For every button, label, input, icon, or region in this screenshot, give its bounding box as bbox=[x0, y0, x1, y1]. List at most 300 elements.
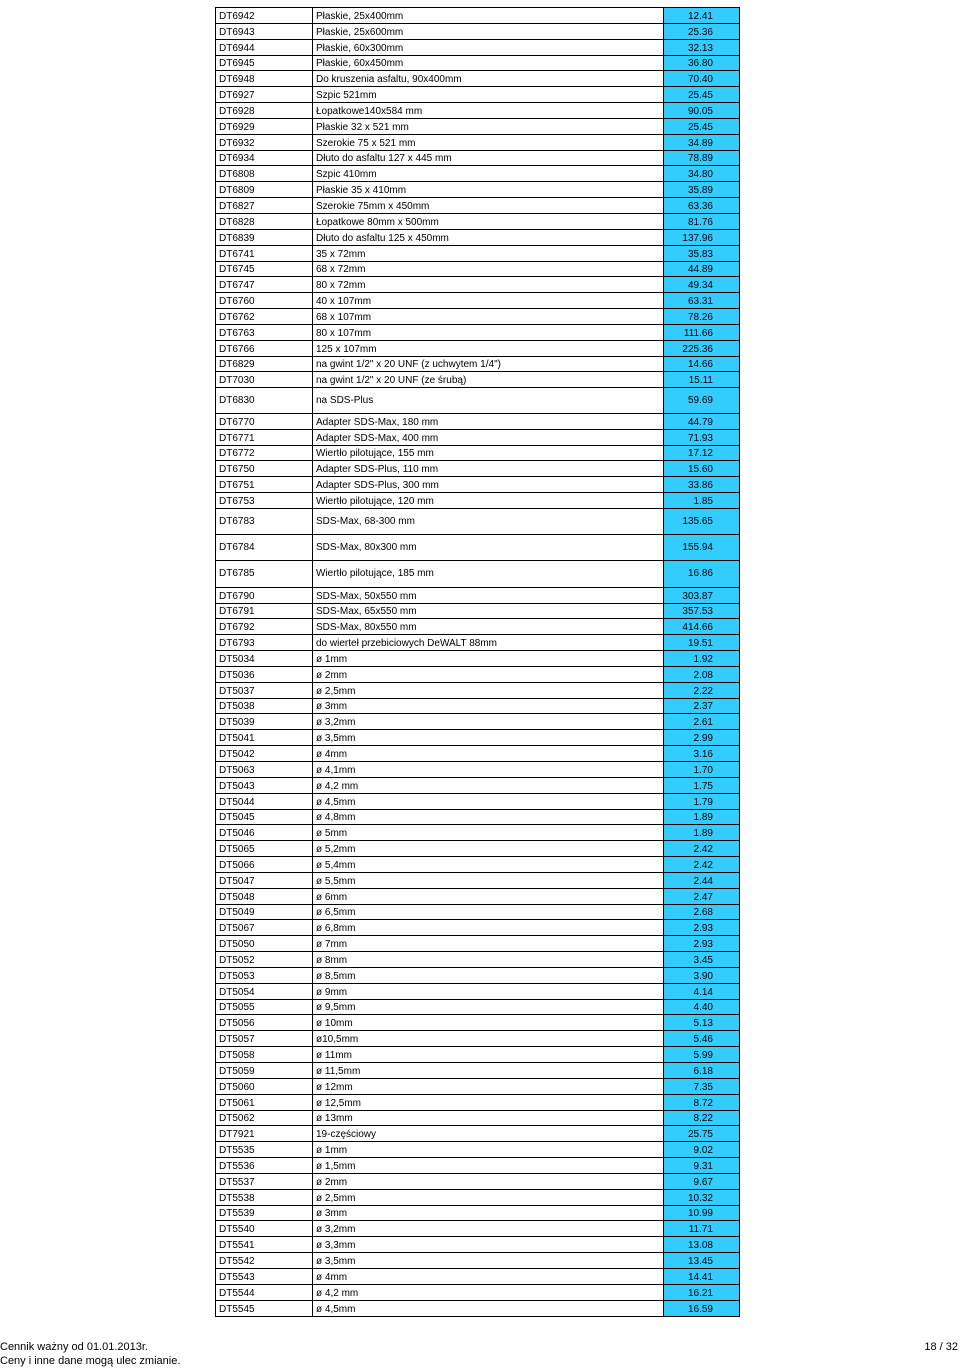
product-code-cell: DT5039 bbox=[216, 714, 313, 730]
description-cell: 40 x 107mm bbox=[313, 293, 664, 309]
product-code-cell: DT5541 bbox=[216, 1237, 313, 1253]
product-code-cell: DT6929 bbox=[216, 118, 313, 134]
description-cell: ø 1,5mm bbox=[313, 1158, 664, 1174]
description-cell: ø 9,5mm bbox=[313, 999, 664, 1015]
table-row bbox=[216, 936, 740, 952]
product-code-cell: DT5042 bbox=[216, 746, 313, 762]
price-cell: 2.37 bbox=[664, 698, 740, 714]
description-cell: ø 4mm bbox=[313, 1268, 664, 1284]
table-row bbox=[216, 150, 740, 166]
description-cell: ø 8mm bbox=[313, 952, 664, 968]
description-cell: Łopatkowe 80mm x 500mm bbox=[313, 213, 664, 229]
product-code-cell: DT6747 bbox=[216, 277, 313, 293]
table-row bbox=[216, 277, 740, 293]
description-cell: ø 2mm bbox=[313, 1173, 664, 1189]
price-cell: 16.59 bbox=[664, 1300, 740, 1316]
table-row bbox=[216, 1173, 740, 1189]
price-cell: 14.41 bbox=[664, 1268, 740, 1284]
table-row bbox=[216, 413, 740, 429]
product-code-cell: DT6827 bbox=[216, 198, 313, 214]
product-code-cell: DT5060 bbox=[216, 1078, 313, 1094]
price-cell: 63.36 bbox=[664, 198, 740, 214]
price-cell: 111.66 bbox=[664, 324, 740, 340]
table-row bbox=[216, 429, 740, 445]
description-cell: SDS-Max, 80x550 mm bbox=[313, 619, 664, 635]
price-cell: 13.08 bbox=[664, 1237, 740, 1253]
description-cell: Dłuto do asfaltu 125 x 450mm bbox=[313, 229, 664, 245]
table-row bbox=[216, 983, 740, 999]
price-cell: 19.51 bbox=[664, 635, 740, 651]
description-cell: ø 4,2 mm bbox=[313, 1284, 664, 1300]
table-row bbox=[216, 388, 740, 414]
description-cell: ø 3,3mm bbox=[313, 1237, 664, 1253]
price-cell: 10.99 bbox=[664, 1205, 740, 1221]
description-cell: ø10,5mm bbox=[313, 1031, 664, 1047]
price-cell: 78.26 bbox=[664, 309, 740, 325]
table-row bbox=[216, 952, 740, 968]
product-code-cell: DT5041 bbox=[216, 730, 313, 746]
table-row bbox=[216, 534, 740, 561]
description-cell: 125 x 107mm bbox=[313, 340, 664, 356]
description-cell: Łopatkowe140x584 mm bbox=[313, 103, 664, 119]
price-cell: 414.66 bbox=[664, 619, 740, 635]
product-code-cell: DT5057 bbox=[216, 1031, 313, 1047]
description-cell: ø 1mm bbox=[313, 651, 664, 667]
product-code-cell: DT5055 bbox=[216, 999, 313, 1015]
description-cell: ø 4,5mm bbox=[313, 793, 664, 809]
price-cell: 49.34 bbox=[664, 277, 740, 293]
description-cell: Szerokie 75mm x 450mm bbox=[313, 198, 664, 214]
description-cell: Szpic 410mm bbox=[313, 166, 664, 182]
price-cell: 15.60 bbox=[664, 461, 740, 477]
table-row bbox=[216, 8, 740, 24]
table-row bbox=[216, 1284, 740, 1300]
table-row bbox=[216, 1300, 740, 1316]
table-row bbox=[216, 1158, 740, 1174]
price-cell: 155.94 bbox=[664, 534, 740, 561]
table-row bbox=[216, 603, 740, 619]
price-cell: 2.47 bbox=[664, 888, 740, 904]
price-cell: 9.31 bbox=[664, 1158, 740, 1174]
product-code-cell: DT5062 bbox=[216, 1110, 313, 1126]
description-cell: ø 5,4mm bbox=[313, 857, 664, 873]
description-cell: ø 3,5mm bbox=[313, 730, 664, 746]
product-code-cell: DT6793 bbox=[216, 635, 313, 651]
table-row bbox=[216, 1253, 740, 1269]
price-cell: 90.05 bbox=[664, 103, 740, 119]
price-cell: 34.80 bbox=[664, 166, 740, 182]
table-row bbox=[216, 777, 740, 793]
product-code-cell: DT5544 bbox=[216, 1284, 313, 1300]
table-row bbox=[216, 372, 740, 388]
table-row bbox=[216, 651, 740, 667]
description-cell: ø 6,5mm bbox=[313, 904, 664, 920]
table-row bbox=[216, 182, 740, 198]
product-code-cell: DT5542 bbox=[216, 1253, 313, 1269]
product-code-cell: DT6783 bbox=[216, 508, 313, 534]
product-code-cell: DT6829 bbox=[216, 356, 313, 372]
product-code-cell: DT5061 bbox=[216, 1094, 313, 1110]
product-code-cell: DT5038 bbox=[216, 698, 313, 714]
price-cell: 12.41 bbox=[664, 8, 740, 24]
description-cell: ø 8,5mm bbox=[313, 967, 664, 983]
product-code-cell: DT6945 bbox=[216, 55, 313, 71]
price-cell: 16.21 bbox=[664, 1284, 740, 1300]
product-code-cell: DT6791 bbox=[216, 603, 313, 619]
table-row bbox=[216, 324, 740, 340]
product-code-cell: DT5050 bbox=[216, 936, 313, 952]
product-code-cell: DT5538 bbox=[216, 1189, 313, 1205]
description-cell: Wiertło pilotujące, 155 mm bbox=[313, 445, 664, 461]
price-cell: 135.65 bbox=[664, 508, 740, 534]
product-code-cell: DT6790 bbox=[216, 587, 313, 603]
price-cell: 25.36 bbox=[664, 23, 740, 39]
price-cell: 2.61 bbox=[664, 714, 740, 730]
description-cell: SDS-Max, 80x300 mm bbox=[313, 534, 664, 561]
price-cell: 8.72 bbox=[664, 1094, 740, 1110]
footer-validity-date: Cennik ważny od 01.01.2013r. bbox=[0, 1341, 148, 1353]
product-code-cell: DT5047 bbox=[216, 872, 313, 888]
description-cell: 35 x 72mm bbox=[313, 245, 664, 261]
price-cell: 2.08 bbox=[664, 666, 740, 682]
product-code-cell: DT5536 bbox=[216, 1158, 313, 1174]
table-row bbox=[216, 666, 740, 682]
description-cell: Adapter SDS-Max, 400 mm bbox=[313, 429, 664, 445]
description-cell: Szpic 521mm bbox=[313, 87, 664, 103]
product-code-cell: DT5044 bbox=[216, 793, 313, 809]
price-cell: 34.89 bbox=[664, 134, 740, 150]
product-code-cell: DT5067 bbox=[216, 920, 313, 936]
table-row bbox=[216, 1015, 740, 1031]
product-code-cell: DT5037 bbox=[216, 682, 313, 698]
price-cell: 1.92 bbox=[664, 651, 740, 667]
price-cell: 70.40 bbox=[664, 71, 740, 87]
table-row bbox=[216, 87, 740, 103]
table-row bbox=[216, 493, 740, 509]
price-cell: 35.89 bbox=[664, 182, 740, 198]
price-cell: 4.40 bbox=[664, 999, 740, 1015]
description-cell: 80 x 107mm bbox=[313, 324, 664, 340]
table-row bbox=[216, 461, 740, 477]
price-cell: 3.16 bbox=[664, 746, 740, 762]
price-cell: 33.86 bbox=[664, 477, 740, 493]
price-cell: 2.42 bbox=[664, 857, 740, 873]
price-cell: 5.99 bbox=[664, 1047, 740, 1063]
description-cell: Wiertło pilotujące, 185 mm bbox=[313, 561, 664, 588]
price-cell: 1.75 bbox=[664, 777, 740, 793]
footer-validity bbox=[0, 1340, 180, 1368]
price-cell: 44.89 bbox=[664, 261, 740, 277]
price-cell: 225.36 bbox=[664, 340, 740, 356]
product-code-cell: DT6772 bbox=[216, 445, 313, 461]
product-code-cell: DT6766 bbox=[216, 340, 313, 356]
table-row bbox=[216, 793, 740, 809]
product-code-cell: DT7921 bbox=[216, 1126, 313, 1142]
table-row bbox=[216, 293, 740, 309]
description-cell: ø 4,2 mm bbox=[313, 777, 664, 793]
price-cell: 1.79 bbox=[664, 793, 740, 809]
price-cell: 15.11 bbox=[664, 372, 740, 388]
table-row bbox=[216, 229, 740, 245]
description-cell: ø 12mm bbox=[313, 1078, 664, 1094]
description-cell: Płaskie, 25x600mm bbox=[313, 23, 664, 39]
table-row bbox=[216, 103, 740, 119]
description-cell: Dłuto do asfaltu 127 x 445 mm bbox=[313, 150, 664, 166]
price-cell: 25.45 bbox=[664, 87, 740, 103]
description-cell: ø 1mm bbox=[313, 1142, 664, 1158]
description-cell: Adapter SDS-Plus, 110 mm bbox=[313, 461, 664, 477]
price-cell: 7.35 bbox=[664, 1078, 740, 1094]
product-code-cell: DT5063 bbox=[216, 761, 313, 777]
product-code-cell: DT6942 bbox=[216, 8, 313, 24]
description-cell: ø 5,5mm bbox=[313, 872, 664, 888]
product-code-cell: DT5054 bbox=[216, 983, 313, 999]
product-code-cell: DT6771 bbox=[216, 429, 313, 445]
table-row bbox=[216, 999, 740, 1015]
description-cell: Adapter SDS-Max, 180 mm bbox=[313, 413, 664, 429]
price-cell: 17.12 bbox=[664, 445, 740, 461]
table-row bbox=[216, 967, 740, 983]
table-row bbox=[216, 134, 740, 150]
product-code-cell: DT6750 bbox=[216, 461, 313, 477]
product-code-cell: DT6839 bbox=[216, 229, 313, 245]
description-cell: SDS-Max, 65x550 mm bbox=[313, 603, 664, 619]
table-row bbox=[216, 1110, 740, 1126]
table-row bbox=[216, 635, 740, 651]
price-cell: 2.93 bbox=[664, 936, 740, 952]
product-code-cell: DT5052 bbox=[216, 952, 313, 968]
price-cell: 71.93 bbox=[664, 429, 740, 445]
price-cell: 3.90 bbox=[664, 967, 740, 983]
price-cell: 11.71 bbox=[664, 1221, 740, 1237]
product-code-cell: DT6809 bbox=[216, 182, 313, 198]
product-code-cell: DT6928 bbox=[216, 103, 313, 119]
description-cell: ø 13mm bbox=[313, 1110, 664, 1126]
table-row bbox=[216, 39, 740, 55]
description-cell: ø 3mm bbox=[313, 698, 664, 714]
price-cell: 9.02 bbox=[664, 1142, 740, 1158]
description-cell: ø 5,2mm bbox=[313, 841, 664, 857]
table-row bbox=[216, 857, 740, 873]
price-cell: 2.44 bbox=[664, 872, 740, 888]
table-row bbox=[216, 1094, 740, 1110]
product-code-cell: DT5056 bbox=[216, 1015, 313, 1031]
table-row bbox=[216, 1031, 740, 1047]
product-code-cell: DT5036 bbox=[216, 666, 313, 682]
product-code-cell: DT6785 bbox=[216, 561, 313, 588]
product-code-cell: DT6927 bbox=[216, 87, 313, 103]
price-cell: 5.13 bbox=[664, 1015, 740, 1031]
product-code-cell: DT6753 bbox=[216, 493, 313, 509]
description-cell: ø 2,5mm bbox=[313, 682, 664, 698]
product-code-cell: DT6760 bbox=[216, 293, 313, 309]
table-row bbox=[216, 198, 740, 214]
product-code-cell: DT6830 bbox=[216, 388, 313, 414]
product-code-cell: DT5059 bbox=[216, 1063, 313, 1079]
product-code-cell: DT5034 bbox=[216, 651, 313, 667]
price-cell: 1.89 bbox=[664, 809, 740, 825]
price-cell: 25.75 bbox=[664, 1126, 740, 1142]
product-code-cell: DT5066 bbox=[216, 857, 313, 873]
description-cell: Płaskie, 60x300mm bbox=[313, 39, 664, 55]
description-cell: 68 x 107mm bbox=[313, 309, 664, 325]
description-cell: 19-częściowy bbox=[313, 1126, 664, 1142]
price-cell: 13.45 bbox=[664, 1253, 740, 1269]
product-code-cell: DT5053 bbox=[216, 967, 313, 983]
description-cell: Płaskie, 25x400mm bbox=[313, 8, 664, 24]
product-code-cell: DT6808 bbox=[216, 166, 313, 182]
description-cell: ø 12,5mm bbox=[313, 1094, 664, 1110]
description-cell: SDS-Max, 68-300 mm bbox=[313, 508, 664, 534]
table-row bbox=[216, 587, 740, 603]
table-row bbox=[216, 1205, 740, 1221]
product-code-cell: DT5540 bbox=[216, 1221, 313, 1237]
product-code-cell: DT5058 bbox=[216, 1047, 313, 1063]
description-cell: na gwint 1/2" x 20 UNF (z uchwytem 1/4") bbox=[313, 356, 664, 372]
description-cell: Płaskie, 60x450mm bbox=[313, 55, 664, 71]
table-row bbox=[216, 23, 740, 39]
product-code-cell: DT6932 bbox=[216, 134, 313, 150]
table-row bbox=[216, 825, 740, 841]
table-row bbox=[216, 698, 740, 714]
description-cell: ø 11mm bbox=[313, 1047, 664, 1063]
product-code-cell: DT5545 bbox=[216, 1300, 313, 1316]
price-cell: 4.14 bbox=[664, 983, 740, 999]
description-cell: ø 4,1mm bbox=[313, 761, 664, 777]
product-code-cell: DT6745 bbox=[216, 261, 313, 277]
price-cell: 78.89 bbox=[664, 150, 740, 166]
price-cell: 2.42 bbox=[664, 841, 740, 857]
table-row bbox=[216, 730, 740, 746]
table-row bbox=[216, 682, 740, 698]
product-code-cell: DT5049 bbox=[216, 904, 313, 920]
product-code-cell: DT6762 bbox=[216, 309, 313, 325]
price-cell: 59.69 bbox=[664, 388, 740, 414]
table-row bbox=[216, 1078, 740, 1094]
price-cell: 137.96 bbox=[664, 229, 740, 245]
table-row bbox=[216, 477, 740, 493]
table-row bbox=[216, 340, 740, 356]
description-cell: ø 6,8mm bbox=[313, 920, 664, 936]
product-code-cell: DT6770 bbox=[216, 413, 313, 429]
table-row bbox=[216, 809, 740, 825]
description-cell: ø 3,2mm bbox=[313, 1221, 664, 1237]
table-row bbox=[216, 245, 740, 261]
table-row bbox=[216, 872, 740, 888]
table-row bbox=[216, 1189, 740, 1205]
product-code-cell: DT5043 bbox=[216, 777, 313, 793]
price-cell: 1.85 bbox=[664, 493, 740, 509]
table-row bbox=[216, 508, 740, 534]
price-cell: 44.79 bbox=[664, 413, 740, 429]
price-cell: 2.93 bbox=[664, 920, 740, 936]
price-cell: 2.99 bbox=[664, 730, 740, 746]
product-code-cell: DT6943 bbox=[216, 23, 313, 39]
table-row bbox=[216, 1126, 740, 1142]
table-row bbox=[216, 445, 740, 461]
table-row bbox=[216, 1268, 740, 1284]
product-code-cell: DT5535 bbox=[216, 1142, 313, 1158]
table-row bbox=[216, 1063, 740, 1079]
description-cell: ø 6mm bbox=[313, 888, 664, 904]
description-cell: SDS-Max, 50x550 mm bbox=[313, 587, 664, 603]
table-row bbox=[216, 1047, 740, 1063]
description-cell: ø 4mm bbox=[313, 746, 664, 762]
table-row bbox=[216, 309, 740, 325]
table-row bbox=[216, 746, 740, 762]
table-row bbox=[216, 619, 740, 635]
description-cell: ø 4,8mm bbox=[313, 809, 664, 825]
description-cell: na gwint 1/2" x 20 UNF (ze śrubą) bbox=[313, 372, 664, 388]
price-cell: 63.31 bbox=[664, 293, 740, 309]
product-code-cell: DT6763 bbox=[216, 324, 313, 340]
product-code-cell: DT5045 bbox=[216, 809, 313, 825]
description-cell: ø 9mm bbox=[313, 983, 664, 999]
product-code-cell: DT5539 bbox=[216, 1205, 313, 1221]
price-cell: 1.70 bbox=[664, 761, 740, 777]
price-cell: 10.32 bbox=[664, 1189, 740, 1205]
description-cell: ø 11,5mm bbox=[313, 1063, 664, 1079]
price-cell: 303.87 bbox=[664, 587, 740, 603]
price-cell: 5.46 bbox=[664, 1031, 740, 1047]
description-cell: Wiertło pilotujące, 120 mm bbox=[313, 493, 664, 509]
price-cell: 36.80 bbox=[664, 55, 740, 71]
table-row bbox=[216, 166, 740, 182]
description-cell: Płaskie 32 x 521 mm bbox=[313, 118, 664, 134]
table-row bbox=[216, 1221, 740, 1237]
product-code-cell: DT5543 bbox=[216, 1268, 313, 1284]
description-cell: ø 5mm bbox=[313, 825, 664, 841]
product-code-cell: DT5046 bbox=[216, 825, 313, 841]
description-cell: ø 2mm bbox=[313, 666, 664, 682]
table-row bbox=[216, 1237, 740, 1253]
price-cell: 16.86 bbox=[664, 561, 740, 588]
product-code-cell: DT6784 bbox=[216, 534, 313, 561]
table-row bbox=[216, 1142, 740, 1158]
table-row bbox=[216, 920, 740, 936]
price-cell: 14.66 bbox=[664, 356, 740, 372]
table-row bbox=[216, 761, 740, 777]
table-row bbox=[216, 213, 740, 229]
table-row bbox=[216, 888, 740, 904]
description-cell: ø 2,5mm bbox=[313, 1189, 664, 1205]
product-code-cell: DT6944 bbox=[216, 39, 313, 55]
table-row bbox=[216, 841, 740, 857]
price-cell: 2.68 bbox=[664, 904, 740, 920]
product-code-cell: DT5048 bbox=[216, 888, 313, 904]
description-cell: do wierteł przebiciowych DeWALT 88mm bbox=[313, 635, 664, 651]
price-cell: 35.83 bbox=[664, 245, 740, 261]
product-code-cell: DT6751 bbox=[216, 477, 313, 493]
table-row bbox=[216, 714, 740, 730]
price-cell: 357.53 bbox=[664, 603, 740, 619]
price-cell: 9.67 bbox=[664, 1173, 740, 1189]
price-cell: 1.89 bbox=[664, 825, 740, 841]
table-row bbox=[216, 261, 740, 277]
description-cell: 68 x 72mm bbox=[313, 261, 664, 277]
table-row bbox=[216, 904, 740, 920]
description-cell: Płaskie 35 x 410mm bbox=[313, 182, 664, 198]
product-code-cell: DT5537 bbox=[216, 1173, 313, 1189]
table-row bbox=[216, 561, 740, 588]
product-code-cell: DT6741 bbox=[216, 245, 313, 261]
price-cell: 32.13 bbox=[664, 39, 740, 55]
price-cell: 81.76 bbox=[664, 213, 740, 229]
description-cell: ø 10mm bbox=[313, 1015, 664, 1031]
table-row bbox=[216, 118, 740, 134]
table-row bbox=[216, 71, 740, 87]
description-cell: ø 7mm bbox=[313, 936, 664, 952]
